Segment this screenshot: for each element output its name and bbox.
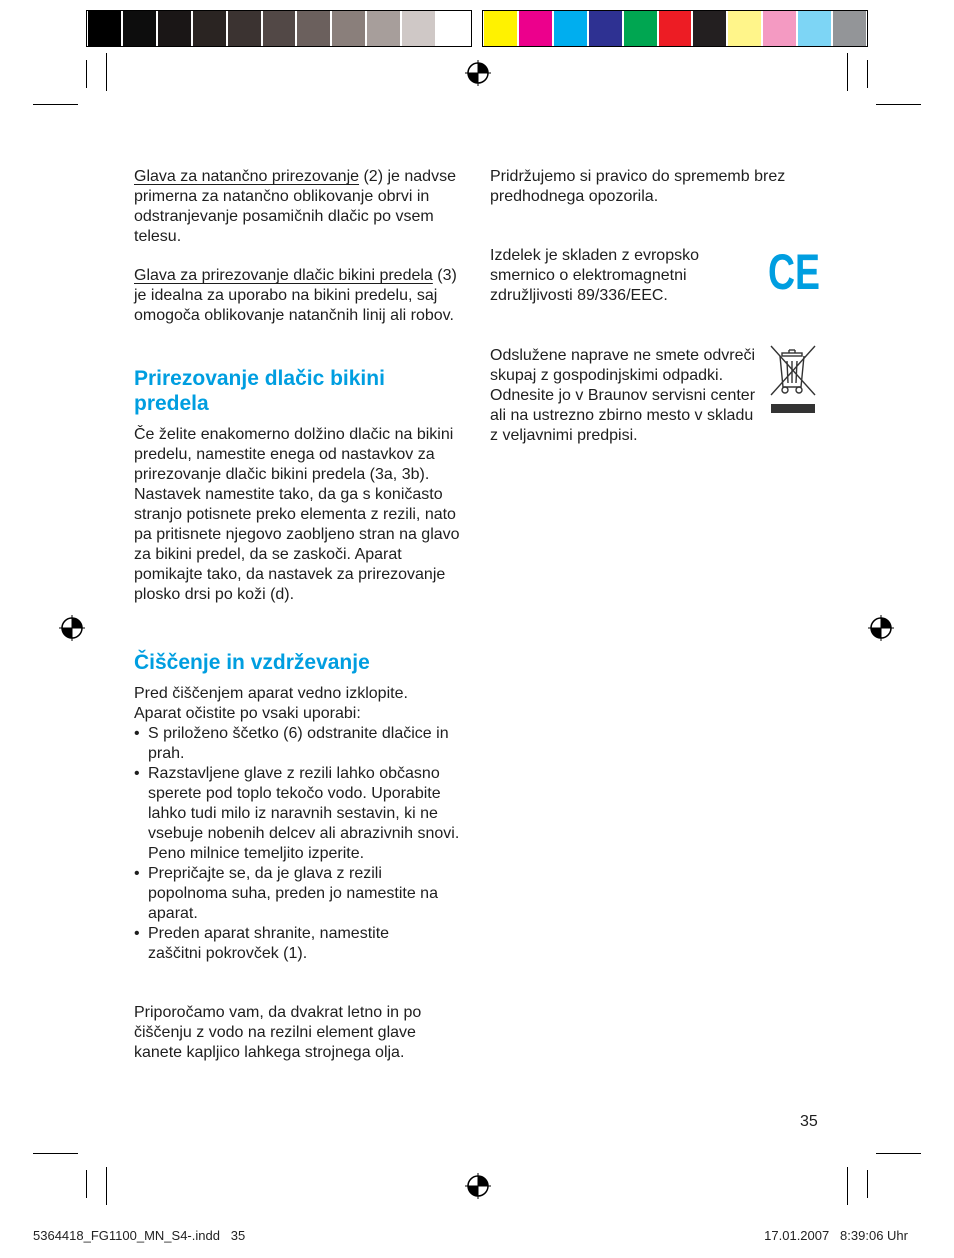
list-item: • Razstavljene glave z rezili lahko občasno sperete pod toplo tekočo vodo. Uporabite lahko tudi milo iz naravnih sestavin, ki ne vsebuje nobenih delcev ali abrazivnih snovi. Peno milnice temeljito izperite. [134, 764, 464, 864]
paragraph-precision-head [134, 167, 469, 247]
color-swatch [228, 11, 261, 46]
crop-mark-top-right-v2 [867, 60, 868, 88]
color-swatch [297, 11, 330, 46]
crop-mark-top-left-h [33, 104, 78, 105]
color-swatch [263, 11, 296, 46]
registration-mark-right [867, 614, 895, 642]
color-swatch [589, 11, 622, 46]
color-swatch [437, 11, 470, 46]
bikini-head-desc: (3) je idealna za uporabo na bikini predelu, saj omogoča oblikovanje natančnih linij ali robov. [134, 267, 457, 324]
color-swatch [123, 11, 156, 46]
ce-mark-icon [768, 244, 822, 300]
crop-mark-top-left-v2 [86, 60, 87, 88]
color-swatch [624, 11, 657, 46]
paragraph-bikini-head [134, 266, 469, 326]
list-item: • S priloženo ščetko (6) odstranite dlačice in prah. [134, 724, 464, 764]
color-swatch [833, 11, 866, 46]
cleaning-section [134, 684, 464, 964]
registration-mark-left [58, 614, 86, 642]
color-swatch [88, 11, 121, 46]
color-swatch [332, 11, 365, 46]
footer-file-info: 5364418_FG1100_MN_S4-.indd 35 [33, 1228, 246, 1243]
color-swatch [693, 11, 726, 46]
crop-mark-bottom-right-v [847, 1167, 848, 1205]
precision-head-desc: (2) je nadvse primerna za natančno oblikovanje obrvi in odstranjevanje posamičnih dlačic po vsem telesu. [134, 168, 456, 245]
crop-mark-bottom-right-v2 [867, 1170, 868, 1198]
color-swatch [659, 11, 692, 46]
paragraph-change-notice: Pridržujemo si pravico do sprememb brez predhodnega opozorila. [490, 168, 786, 205]
color-swatch [798, 11, 831, 46]
paragraph-bikini-instructions: Če želite enakomerno dolžino dlačic na bikini predelu, namestite enega od nastavkov za prirezovanje dlačic bikini predela (3a, 3b). Nastavek namestite tako, da ga s koničasto stranjo potisnete preko elementa z rezili, nato pa pritisnete njegovo zaobljeno stran na glavo za bikini predel, da se zaskoči. Aparat pomikajte tako, da nastavek za prirezovanje plosko drsi po koži (d). [134, 426, 460, 603]
color-swatch [484, 11, 517, 46]
crop-mark-top-left-v [106, 53, 107, 91]
crop-mark-bottom-left-v [106, 1167, 107, 1205]
color-swatch [728, 11, 761, 46]
crop-mark-bottom-left-h [33, 1153, 78, 1154]
color-swatch [402, 11, 435, 46]
list-item: • Preden aparat shranite, namestite zaščitni pokrovček (1). [134, 924, 464, 964]
color-swatch [519, 11, 552, 46]
crop-mark-top-right-v [847, 53, 848, 91]
color-swatch [367, 11, 400, 46]
color-swatch [763, 11, 796, 46]
paragraph-oil-advice: Priporočamo vam, da dvakrat letno in po čiščenju z vodo na rezilni element glave kanete kapljico lahkega strojnega olja. [134, 1004, 422, 1061]
heading-cleaning: Čiščenje in vzdrževanje [134, 651, 370, 674]
ce-mark-text: CE [768, 244, 820, 300]
weee-crossed-bin-icon [768, 343, 818, 415]
crop-mark-bottom-right-h [876, 1153, 921, 1154]
paragraph-emc-compliance: Izdelek je skladen z evropsko smernico o elektromagnetni združljivosti 89/336/EEC. [490, 247, 699, 304]
cleaning-bullet-list [134, 724, 464, 964]
color-swatch [554, 11, 587, 46]
registration-mark-bottom [464, 1172, 492, 1200]
registration-mark-top [464, 59, 492, 87]
list-item: • Prepričajte se, da je glava z rezili popolnoma suha, preden jo namestite na aparat. [134, 864, 464, 924]
heading-bikini-trimming: Prirezovanje dlačic bikini predela [134, 367, 385, 415]
crop-mark-bottom-left-v2 [86, 1170, 87, 1198]
crop-mark-top-right-h [876, 104, 921, 105]
bikini-head-term: Glava za prirezovanje dlačic bikini predela [134, 267, 433, 284]
paragraph-cleaning-intro: Pred čiščenjem aparat vedno izklopite. Aparat očistite po vsaki uporabi: [134, 685, 408, 722]
page-number: 35 [800, 1113, 818, 1130]
paragraph-disposal: Odslužene naprave ne smete odvreči skupaj z gospodinjskimi odpadki. Odnesite jo v Braunov servisni center ali na ustrezno zbirno mesto v skladu z veljavnimi predpisi. [490, 347, 756, 444]
footer-timestamp: 17.01.2007 8:39:06 Uhr [764, 1228, 908, 1243]
color-swatch [158, 11, 191, 46]
color-swatch [193, 11, 226, 46]
precision-head-term: Glava za natančno prirezovanje [134, 168, 360, 185]
